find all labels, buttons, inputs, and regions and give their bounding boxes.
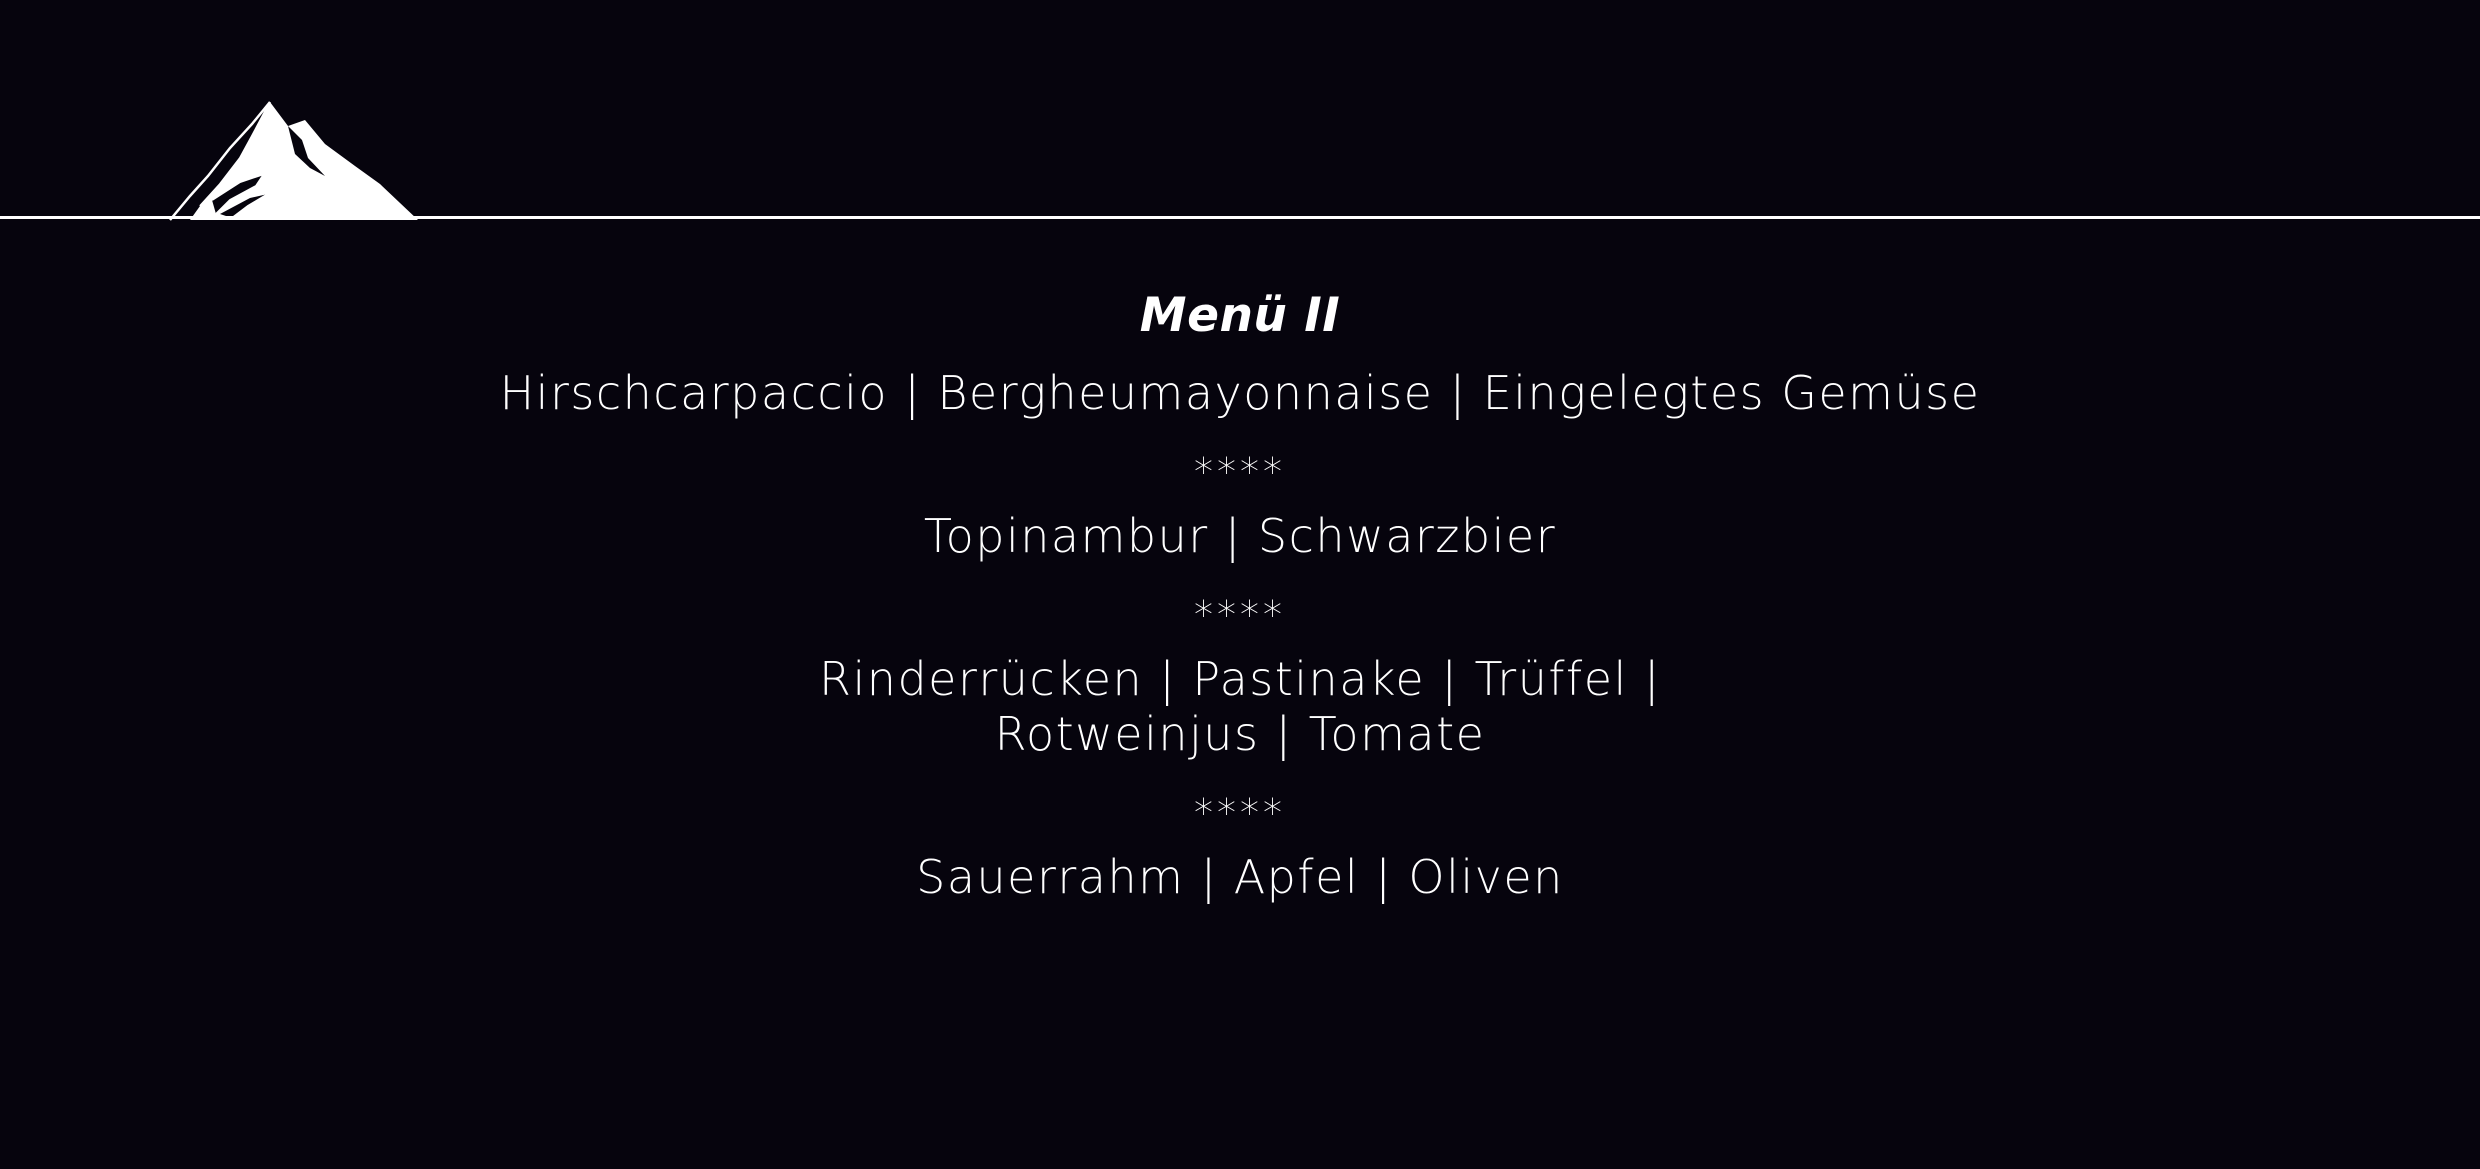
mountain-icon <box>160 96 430 222</box>
course-3-line-1: Rinderrücken | Pastinake | Trüffel | <box>819 652 1661 706</box>
course-2: Topinambur | Schwarzbier <box>923 509 1557 563</box>
horizon-divider <box>0 216 2480 219</box>
menu-content <box>0 280 2480 905</box>
course-3-line-2: Rotweinjus | Tomate <box>994 707 1486 761</box>
course-3 <box>0 652 2480 762</box>
course-4: Sauerrahm | Apfel | Oliven <box>916 850 1564 904</box>
course-separator: **** <box>1194 593 1286 637</box>
course-separator: **** <box>1194 791 1286 835</box>
course-separator: **** <box>1194 450 1286 494</box>
course-1: Hirschcarpaccio | Bergheumayonnaise | Eingelegtes Gemüse <box>499 366 1981 420</box>
menu-title: Menü II <box>1139 288 1341 343</box>
